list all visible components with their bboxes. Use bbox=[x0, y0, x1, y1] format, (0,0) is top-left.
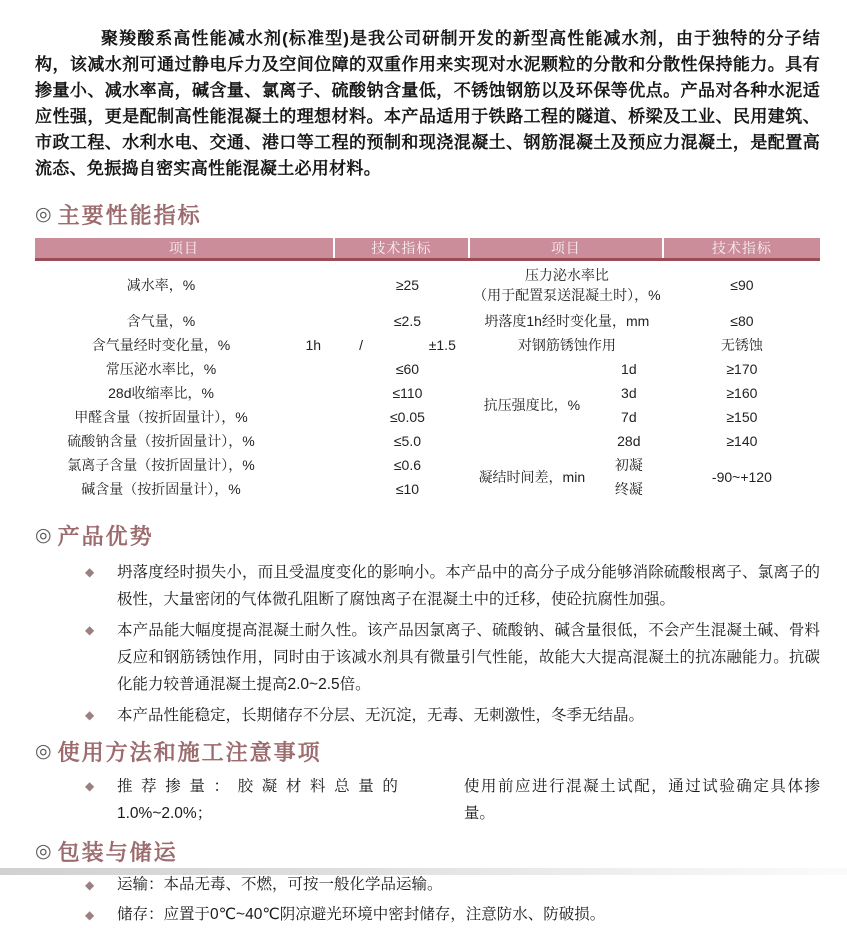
value-cell: ≤10 bbox=[395, 481, 420, 497]
packaging-list bbox=[35, 872, 820, 928]
section-title: 包装与储运 bbox=[57, 839, 178, 865]
section-marker-icon: ◎ bbox=[35, 203, 52, 225]
value-cell: ≤2.5 bbox=[393, 313, 422, 329]
diamond-bullet-icon: ◆ bbox=[85, 565, 95, 579]
diamond-bullet-icon: ◆ bbox=[85, 708, 95, 722]
item-cell: 常压泌水率比，% bbox=[105, 361, 217, 377]
column-header-item-right: 项目 bbox=[470, 238, 664, 258]
value-cell: ≤90 bbox=[730, 277, 754, 293]
section-heading-usage bbox=[35, 737, 820, 765]
bottom-scan-shadow bbox=[0, 868, 847, 875]
table-row bbox=[35, 405, 470, 429]
item-line2: （用于配置泵送混凝土时），% bbox=[473, 287, 661, 303]
age-label: 7d bbox=[621, 409, 637, 425]
table-row bbox=[470, 261, 820, 309]
age-label: 1d bbox=[621, 361, 637, 377]
item-cell bbox=[35, 333, 335, 357]
value-slash: / bbox=[359, 337, 363, 353]
sub-label: 初凝 bbox=[614, 457, 643, 473]
age-label: 28d bbox=[617, 433, 641, 449]
diamond-bullet-icon: ◆ bbox=[85, 779, 95, 793]
sub-column bbox=[594, 453, 664, 501]
list-item bbox=[35, 702, 820, 729]
advantages-list bbox=[35, 559, 820, 729]
value-number: ±1.5 bbox=[428, 337, 456, 353]
list-item-text: 储存：应置于0℃~40℃阴凉避光环境中密封储存，注意防水、防破损。 bbox=[117, 906, 606, 923]
column-header-index-left: 技术指标 bbox=[335, 238, 470, 258]
usage-list bbox=[35, 773, 820, 827]
value-cell: ≤110 bbox=[392, 385, 423, 401]
list-item-text: 本产品能大幅度提高混凝土耐久性。该产品因氯离子、硫酸钠、碱含量很低，不会产生混凝土碱、骨料反应和钢筋锈蚀作用，同时由于该减水剂具有微量引气性能，故能大大提高混凝土的抗冻融能力。抗碳化能力较普通混凝土提高2.0~2.5倍。 bbox=[117, 622, 820, 693]
value-cell: ≥140 bbox=[726, 433, 758, 449]
value-column bbox=[664, 453, 820, 501]
sub-label: 终凝 bbox=[614, 481, 643, 497]
value-cell: ≥170 bbox=[726, 361, 758, 377]
group-label: 凝结时间差，min bbox=[478, 469, 586, 485]
item-line1: 压力泌水率比 bbox=[524, 267, 609, 283]
item-label: 含气量经时变化量，% bbox=[91, 337, 231, 353]
table-right-half bbox=[470, 261, 820, 501]
value-cell: ≤60 bbox=[395, 361, 420, 377]
setting-time-group bbox=[470, 453, 820, 501]
item-cell: 硫酸钠含量（按折固量计），% bbox=[67, 433, 255, 449]
dosage-text: 推荐掺量：胶凝材料总量的1.0%~2.0%； bbox=[117, 778, 398, 822]
list-item bbox=[35, 773, 820, 827]
list-item bbox=[35, 559, 820, 613]
value-column bbox=[664, 357, 820, 453]
item-cell: 减水率，% bbox=[126, 277, 196, 293]
section-marker-icon: ◎ bbox=[35, 524, 52, 546]
item-cell: 对钢筋锈蚀作用 bbox=[517, 337, 616, 353]
item-cell bbox=[470, 261, 664, 309]
column-header-index-right: 技术指标 bbox=[664, 238, 820, 258]
age-column bbox=[594, 357, 664, 453]
table-row bbox=[35, 261, 470, 309]
value-cell: ≤0.05 bbox=[389, 409, 425, 425]
section-heading-advantages bbox=[35, 521, 820, 549]
value-cell: ≤0.6 bbox=[393, 457, 422, 473]
item-cell: 坍落度1h经时变化量，mm bbox=[484, 313, 650, 329]
table-row bbox=[35, 429, 470, 453]
compressive-strength-group bbox=[470, 357, 820, 453]
list-item bbox=[35, 902, 820, 928]
item-sub-label: 1h bbox=[305, 337, 322, 353]
section-title: 使用方法和施工注意事项 bbox=[57, 739, 322, 765]
list-item-text: 运输：本品无毒、不燃，可按一般化学品运输。 bbox=[117, 876, 443, 893]
list-item bbox=[35, 872, 820, 898]
diamond-bullet-icon: ◆ bbox=[85, 908, 95, 922]
age-label: 3d bbox=[621, 385, 637, 401]
section-marker-icon: ◎ bbox=[35, 840, 52, 862]
section-title: 主要性能指标 bbox=[57, 202, 202, 228]
table-row bbox=[35, 309, 470, 333]
value-cell: ≥150 bbox=[726, 409, 758, 425]
value-cell: 无锈蚀 bbox=[720, 337, 763, 353]
performance-table bbox=[35, 238, 820, 501]
table-row bbox=[470, 309, 820, 333]
column-header-item-left: 项目 bbox=[35, 238, 335, 258]
list-item-text: 坍落度经时损失小，而且受温度变化的影响小。本产品中的高分子成分能够消除硫酸根离子、氯离子的极性，大量密闭的气体微孔阻断了腐蚀离子在混凝土中的迁移，使砼抗腐性加强。 bbox=[117, 564, 820, 608]
item-cell bbox=[470, 357, 664, 453]
value-cell bbox=[335, 333, 470, 357]
value-cell: -90~+120 bbox=[711, 469, 772, 485]
section-heading-packaging bbox=[35, 837, 820, 865]
table-row bbox=[470, 333, 820, 357]
list-item-text bbox=[117, 773, 820, 827]
intro-paragraph: 聚羧酸系高性能减水剂(标准型)是我公司研制开发的新型高性能减水剂，由于独特的分子结构，该减水剂可通过静电斥力及空间位障的双重作用来实现对水泥颗粒的分散和分散性保持能力。具有掺量小、减水率高，碱含量、氯离子、硫酸钠含量低，不锈蚀钢筋以及环保等优点。产品对各种水泥适应性强，更是配制高性能混凝土的理想材料。本产品适用于铁路工程的隧道、桥梁及工业、民用建筑、市政工程、水利水电、交通、港口等工程的预制和现浇混凝土、钢筋混凝土及预应力混凝土，是配置高流态、免振捣自密实高性能混凝土必用材料。 bbox=[35, 29, 820, 178]
item-cell: 28d收缩率比，% bbox=[108, 385, 214, 401]
table-row bbox=[35, 477, 470, 501]
list-item-text: 本产品性能稳定，长期储存不分层、无沉淀，无毒、无刺激性，冬季无结晶。 bbox=[117, 707, 645, 724]
value-cell: ≥25 bbox=[395, 277, 420, 293]
table-row bbox=[35, 357, 470, 381]
table-left-half bbox=[35, 261, 470, 501]
section-marker-icon: ◎ bbox=[35, 740, 52, 762]
item-cell: 甲醛含量（按折固量计），% bbox=[74, 409, 248, 425]
table-body bbox=[35, 261, 820, 501]
item-cell: 氯离子含量（按折固量计），% bbox=[67, 457, 255, 473]
table-row bbox=[35, 453, 470, 477]
diamond-bullet-icon: ◆ bbox=[85, 623, 95, 637]
list-item bbox=[35, 617, 820, 698]
table-row bbox=[35, 333, 470, 357]
value-cell: ≥160 bbox=[726, 385, 758, 401]
section-heading-performance bbox=[35, 200, 820, 228]
diamond-bullet-icon: ◆ bbox=[85, 878, 95, 892]
section-title: 产品优势 bbox=[57, 523, 154, 549]
group-label: 抗压强度比，% bbox=[483, 397, 581, 413]
value-cell: ≤5.0 bbox=[393, 433, 422, 449]
item-cell: 含气量，% bbox=[126, 313, 196, 329]
value-cell: ≤80 bbox=[730, 313, 754, 329]
table-header-row bbox=[35, 238, 820, 261]
trial-mix-note: 使用前应进行混凝土试配，通过试验确定具体掺量。 bbox=[463, 778, 820, 822]
table-row bbox=[35, 381, 470, 405]
item-cell bbox=[470, 453, 664, 501]
item-cell: 碱含量（按折固量计），% bbox=[81, 481, 241, 497]
